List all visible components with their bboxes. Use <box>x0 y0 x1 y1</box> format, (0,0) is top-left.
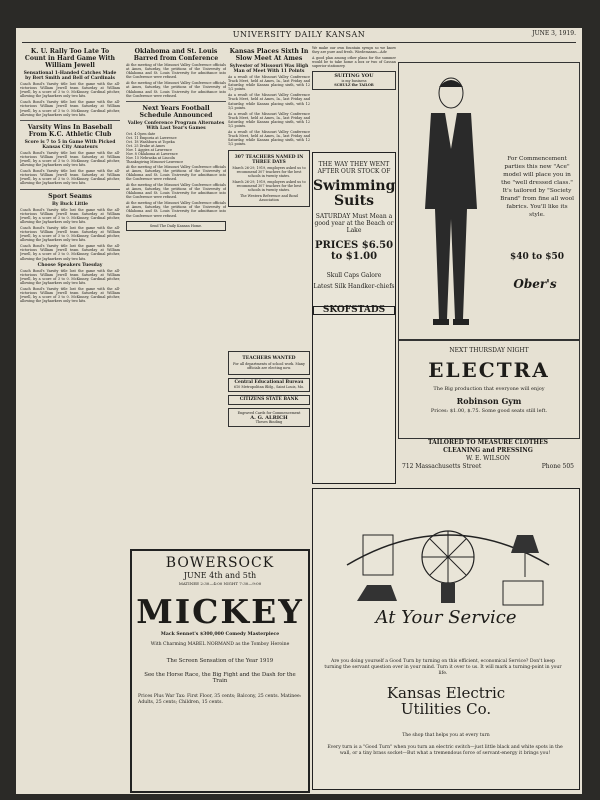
at-your-service-title: At Your Service <box>375 607 517 628</box>
article-body-d: As a result of the Missouri Valley Conference Track Meet, held at Ames, Ia., last Friday and Saturday, while Kansas placing sixth, with 12 1/2 points. <box>228 130 310 147</box>
headline-sport-seams: Sport Seams <box>48 192 92 200</box>
article-body-2b: Coach Bond's Varsity title lost the game with the all-victorious William Jewell team Saturday at William Jewell, by a score of 3 to 0. McKinney, Cardinal pitcher, allowing the Jayhawkers only two hits. <box>20 169 120 186</box>
schulz-ad <box>312 71 396 89</box>
teachers-body: March 26-29, 1919, employers asked us to recommend 307 teachers for the best schools in twenty states. <box>232 165 306 178</box>
iron-icon <box>357 585 397 601</box>
newspaper-page <box>16 28 582 794</box>
byline: By Buck Little <box>51 201 89 207</box>
headline-kansas-sixth: Kansas Places Sixth In Slow Meet At Ames <box>229 48 309 62</box>
swim-line3: Skull Caps Galore <box>326 272 382 279</box>
schedule-item: Nov. 15 Nebraska at Lincoln <box>126 156 175 161</box>
article-body: Coach Bond's Varsity title lost the game with the all-victorious William Jewell team Saturday at William Jewell, by a score of 3 to 0. McKinney, Cardinal pitcher, allowing the Jayhawkers only two hits. <box>20 82 120 99</box>
washer-icon <box>363 535 393 575</box>
masthead-date: JUNE 3, 1919. <box>532 30 576 37</box>
article-body: As a result of the Missouri Valley Conference Track Meet, held at Ames, Ia., last Friday and Saturday, while Kansas placing sixth, with 12 1/2 points. <box>228 75 310 92</box>
schedule-item: Oct. 18 Washburn at Topeka <box>126 139 175 144</box>
wilson-name: W. E. WILSON <box>466 455 510 462</box>
wilson-addr-row <box>398 463 578 471</box>
bowersock-line3: The Screen Sensation of the Year 1919 <box>166 658 274 664</box>
teachers-headline: 307 TEACHERS NAMED IN THREE DAYS <box>234 154 304 165</box>
bowersock-line4: See the Horse Race, the Big Fight and the Dash for the Train <box>144 672 296 684</box>
engraved-name: A. G. ALRICH <box>250 414 288 421</box>
toaster-icon <box>503 581 543 605</box>
divider <box>20 189 120 190</box>
bowersock-name: BOWERSOCK <box>165 555 275 571</box>
swim-line1: THE WAY THEY WENT AFTER OUR STOCK OF <box>317 161 391 175</box>
headline-ku-rally: K. U. Rally Too Late To Count in Hard Game With William Jewell <box>24 48 116 69</box>
swim-title: Swimming Suits <box>313 178 396 209</box>
kansas-electric-name <box>313 685 579 717</box>
swimming-suits-ad <box>312 152 396 484</box>
util-text-2: Every turn is a "Good Turn" when you turn an electric switch—just little black and white spots in the wall, or a tiny brass socket—But what a tremendous force of servant-energy it brings you! <box>327 745 563 756</box>
column-1 <box>20 46 120 790</box>
engraved-title: Engraved Cards for Commencement <box>237 411 301 416</box>
subhead-sylvester: Sylvester of Missouri Was High Man of Meet With 11 Points <box>229 64 309 74</box>
electra-title: ELECTRA <box>428 358 550 382</box>
article-body-d: At the meeting of the Missouri Valley Conference officials at Ames, Saturday, the petitions of the University of Oklahoma and St. Louis University for admittance into the Conference were refused. <box>126 182 226 200</box>
column-3-lower <box>228 348 310 544</box>
article-body-2: Coach Bond's Varsity title lost the game with the all-victorious William Jewell team Saturday at William Jewell, by a score of 3 to 0. McKinney, Cardinal pitcher, allowing the Jayhawkers only two hits. <box>20 150 120 168</box>
article-body-c: As a result of the Missouri Valley Conference Track Meet, held at Ames, Ia., last Friday and Saturday, while Kansas placing sixth, with 12 1/2 points. <box>228 111 310 129</box>
citizens-bank-ad <box>228 395 310 405</box>
swim-brand: SKOFSTADS <box>313 306 395 315</box>
fan-icon <box>422 531 474 603</box>
bowersock-prices: Prices Plus War Tax: First Floor, 35 cents; Balcony, 25 cents. Matinee: Adults, 25 cents; Children, 15 cents. <box>138 694 302 705</box>
util-shop-line: The shop that helps you at every turn <box>402 733 490 738</box>
bowersock-dates: JUNE 4th and 5th <box>183 571 257 580</box>
column-2 <box>126 46 226 566</box>
central-bureau-ad <box>228 378 310 392</box>
schedule-item: Oct. 11 Emporia at Lawrence <box>126 135 177 140</box>
teachers-ad <box>228 150 310 208</box>
swim-line2: SATURDAY Must Mean a good year at the Beach or Lake <box>314 213 394 234</box>
headline-football: Next Years Football Schedule Announced <box>139 104 213 119</box>
headline-varsity-wins: Varsity Wins In Baseball From K.C. Athletic Club <box>27 123 113 138</box>
schedule-item: Nov. 1 Aggies at Lawrence <box>126 148 172 153</box>
citizens-bank-title: CITIZENS STATE BANK <box>239 397 299 403</box>
schulz-line1: SUITING YOU <box>334 73 374 80</box>
wilson-address: 712 Massachusetts Street <box>402 463 482 470</box>
article-body-3c: Coach Bond's Varsity title lost the game with the all-victorious William Jewell team Saturday at William Jewell, by a score of 3 to 0. McKinney, Cardinal pitcher, allowing the Jayhawkers only two hits. <box>20 244 120 261</box>
schedule-item: Nov. 8 Oklahoma at Lawrence <box>126 152 178 157</box>
syrup-ad: We make our own fountain syrups so we know they are pure and fresh. Wiedemanns—Adv. <box>312 46 396 55</box>
electra-prices: Prices: $1.00, $.75. Some good seats still left. <box>430 408 548 414</box>
article-body-3: Coach Bond's Varsity title lost the game with the all-victorious William Jewell team Saturday at William Jewell, by a score of 3 to 0. McKinney, Cardinal pitcher, allowing the Jayhawkers only two hits. <box>20 207 120 224</box>
headline-oklahoma: Oklahoma and St. Louis Barred from Conference <box>133 48 219 62</box>
bowersock-line1: Mack Sennet's $300,000 Comedy Masterpiece <box>160 632 280 637</box>
teachers-wanted-body: For all departments of school work. Many officials are electing now. <box>233 362 305 371</box>
wilson-line1: TAILORED TO MEASURE CLOTHES <box>427 439 549 446</box>
mickey-title: MICKEY <box>136 592 304 631</box>
teachers-agency: The Western Reference and Bond Association <box>240 194 298 203</box>
divider <box>126 101 226 102</box>
subhead-football: Valley Conference Program Alternates With Last Year's Games <box>127 120 225 131</box>
schedule-list <box>126 132 226 165</box>
article-body-4: Coach Bond's Varsity title lost the game with the all-victorious William Jewell team Saturday at William Jewell, by a score of 3 to 0. McKinney, Cardinal pitcher, allowing the Jayhawkers only two hits. <box>20 268 120 285</box>
subhead-catches: Sensational 1-Handed Catches Made by Bert Smith and Bell of Cardinals <box>23 71 117 81</box>
electra-line2: The Big production that everyone will enjoy <box>433 386 545 392</box>
masthead-title: UNIVERSITY DAILY KANSAN <box>232 30 366 39</box>
teachers-body-b: March 26-29, 1919, employers asked us to recommend 307 teachers for the best schools in twenty states. <box>232 179 306 192</box>
article-body-cont: Coach Bond's Varsity title lost the game with the all-victorious William Jewell team Saturday at William Jewell, by a score of 3 to 0. McKinney, Cardinal pitcher, allowing the Jayhawkers only two hits. <box>20 100 120 117</box>
kansas-electric-line1: Kansas Electric <box>386 684 506 702</box>
obers-text: For Commencement parties this new "Ace" model will place you in the "well dressed class." It's tailored by "Society Brand" from fine all wool fabrics. You'll like its style. <box>500 156 574 218</box>
schedule-item: Oct. 25 Drake at Ames <box>126 144 165 149</box>
bowersock-line2: With Charming MABEL NORMAND as the Tomboy Heroine <box>150 642 290 647</box>
engraved-cards-ad <box>228 408 310 426</box>
electra-ad <box>398 340 580 439</box>
masthead <box>22 30 576 43</box>
kansas-electric-ad <box>312 488 580 790</box>
schedule-item: Oct. 4 Open date <box>126 131 156 136</box>
central-bureau-title: Central Educational Bureau <box>234 380 304 386</box>
central-bureau-addr: 610 Metropolitan Bldg., Saint Louis, Mo. <box>233 385 305 390</box>
subhead-score: Score is 7 to 5 in Game With Picked Kansas City Amateurs <box>24 139 116 150</box>
headline-speakers: Choose Speakers Tuesday <box>37 262 103 268</box>
obers-logo: Ober's <box>513 277 557 291</box>
schedule-item: Thanksgiving Missouri-Lawrence <box>126 160 184 165</box>
swim-line4: Latest Silk Handker-chiefs <box>313 283 395 290</box>
bowersock-times: MATINEE 2:30—4:00 NIGHT 7:30—9:00 <box>178 581 262 586</box>
schulz-line2: is my business <box>341 78 367 83</box>
teachers-wanted-ad <box>228 351 310 375</box>
wilson-line2: CLEANING and PRESSING <box>443 447 533 454</box>
electra-venue: Robinson Gym <box>456 396 522 406</box>
article-body-b: As a result of the Missouri Valley Conference Track Meet, held at Ames, Ia., last Friday and Saturday, while Kansas placing sixth, with 12 1/2 points. <box>228 93 310 110</box>
wilson-ad <box>398 439 578 485</box>
article-body-c: At the meeting of the Missouri Valley Conference officials at Ames, Saturday, the petitions of the University of Oklahoma and St. Louis University for admittance into the Conference were refused. <box>126 164 226 181</box>
teachers-wanted-title: TEACHERS WANTED <box>242 356 296 361</box>
obers-price: $40 to $50 <box>510 252 564 262</box>
wilson-phone: Phone 505 <box>541 463 574 470</box>
bowersock-ad <box>130 549 310 793</box>
schulz-line3: SCHULZ the TAILOR <box>334 82 374 87</box>
article-body-3b: Coach Bond's Varsity title lost the game with the all-victorious William Jewell team Saturday at William Jewell, by a score of 3 to 0. McKinney, Cardinal pitcher, allowing the Jayhawkers only two hits. <box>20 225 120 243</box>
divider <box>20 120 120 121</box>
article-body-4b: Coach Bond's Varsity title lost the game with the all-victorious William Jewell team Saturday at William Jewell, by a score of 3 to 0. McKinney, Cardinal pitcher, allowing the Jayhawkers only two hits. <box>20 287 120 304</box>
kansas-electric-line2: Utilities Co. <box>400 700 492 718</box>
man-figure-illustration <box>405 69 497 331</box>
util-text-1: Are you doing yourself a Good Turn by turning on this efficient, economical Service? Don't keep turning the servant question over in your mind. Turn it over to us. It will mark a turning-point in your life. <box>324 659 562 676</box>
engraved-sub: Theses Binding <box>255 419 283 424</box>
lamp-icon <box>511 535 539 577</box>
send-kansan-box: Send The Daily Kansan Home. <box>126 221 226 231</box>
electra-line1: NEXT THURSDAY NIGHT <box>449 347 529 354</box>
stationery-ad: A good plan among other plans for the summer would be to take home a box or two of Cassan superior stationery. <box>312 56 396 69</box>
article-body-b: At the meeting of the Missouri Valley Conference officials at Ames, Saturday, the petitions of the University of Oklahoma and St. Louis University for admittance into the Conference were refused. <box>126 81 226 98</box>
article-body-e: At the meeting of the Missouri Valley Conference officials at Ames, Saturday, the petitions of the University of Oklahoma and St. Louis University for admittance into the Conference were refused. <box>126 201 226 218</box>
swim-prices: PRICES $6.50 to $1.00 <box>314 240 394 262</box>
article-body: At the meeting of the Missouri Valley Conference officials at Ames, Saturday, the petitions of the University of Oklahoma and St. Louis University for admittance into the Conference were refused. <box>126 63 226 80</box>
obers-ad <box>398 62 580 340</box>
